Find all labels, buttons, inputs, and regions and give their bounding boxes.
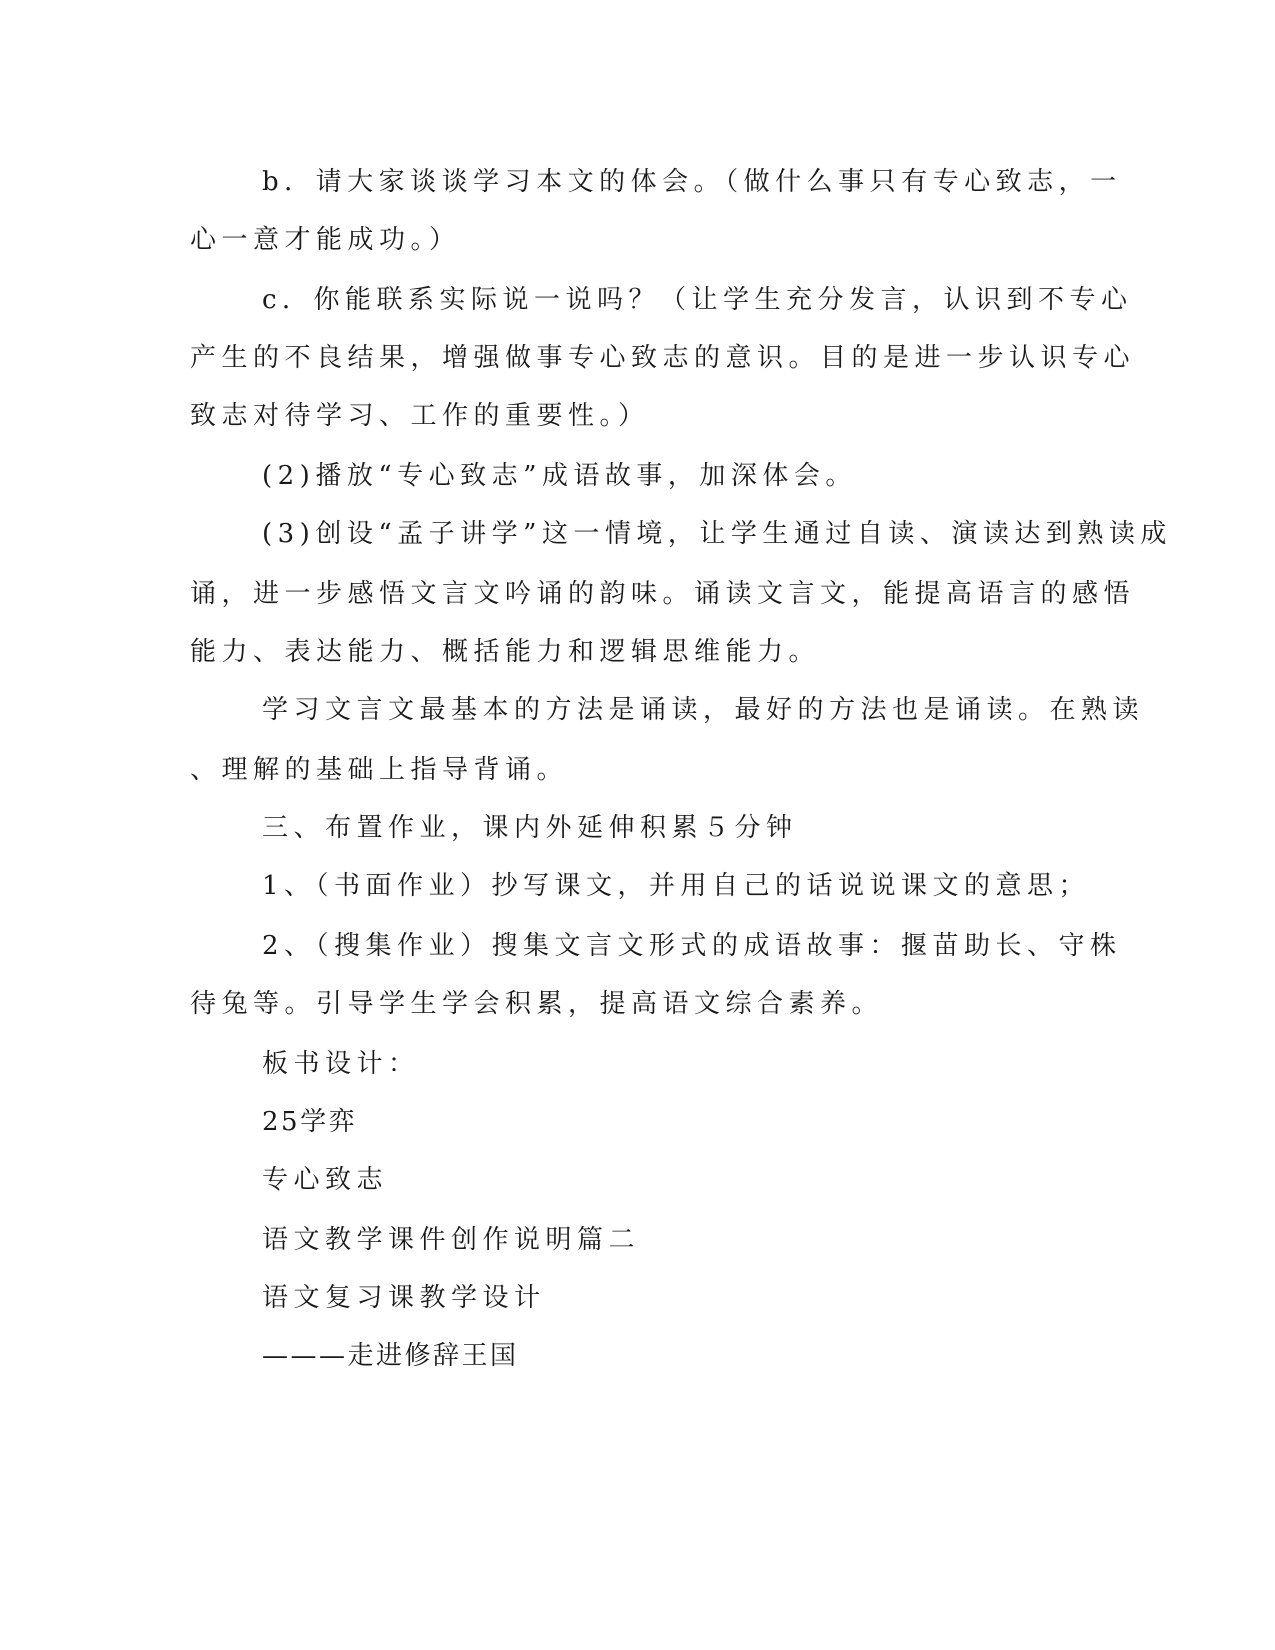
paragraph-line: (3)创设“孟子讲学”这一情境，让学生通过自读、演读达到熟读成	[262, 519, 1172, 549]
lesson-subtitle: ———走进修辞王国	[262, 1341, 519, 1371]
paragraph-line: 待兔等。引导学生学会积累，提高语文综合素养。	[190, 989, 884, 1019]
paragraph-line: 心一意才能成功。）	[190, 225, 461, 255]
paragraph-line: 致志对待学习、工作的重要性。）	[190, 401, 650, 431]
list-item: 2、（搜集作业）搜集文言文形式的成语故事：揠苗助长、守株	[262, 931, 1122, 961]
section-title: 语文教学课件创作说明篇二	[262, 1225, 641, 1255]
list-item: 1、（书面作业）抄写课文，并用自己的话说说课文的意思；	[262, 871, 1091, 901]
board-title: 25学弈	[262, 1107, 358, 1137]
paragraph-line: b．请大家谈谈学习本文的体会。（做什么事只有专心致志，一	[262, 167, 1122, 197]
paragraph-line: (2)播放“专心致志”成语故事，加深体会。	[262, 461, 857, 491]
paragraph-line: 、理解的基础上指导背诵。	[190, 755, 569, 785]
board-design-label: 板书设计：	[262, 1049, 420, 1079]
lesson-title: 语文复习课教学设计	[262, 1283, 546, 1313]
board-subtitle: 专心致志	[262, 1165, 389, 1195]
paragraph-line: 诵，进一步感悟文言文吟诵的韵味。诵读文言文，能提高语言的感悟	[190, 579, 1136, 609]
section-heading: 三、布置作业，课内外延伸积累５分钟	[262, 813, 798, 843]
paragraph-line: c．你能联系实际说一说吗？（让学生充分发言，认识到不专心	[262, 285, 1133, 315]
paragraph-line: 学习文言文最基本的方法是诵读，最好的方法也是诵读。在熟读	[262, 695, 1145, 725]
paragraph-line: 能力、表达能力、概括能力和逻辑思维能力。	[190, 637, 821, 667]
paragraph-line: 产生的不良结果，增强做事专心致志的意识。目的是进一步认识专心	[190, 343, 1136, 373]
